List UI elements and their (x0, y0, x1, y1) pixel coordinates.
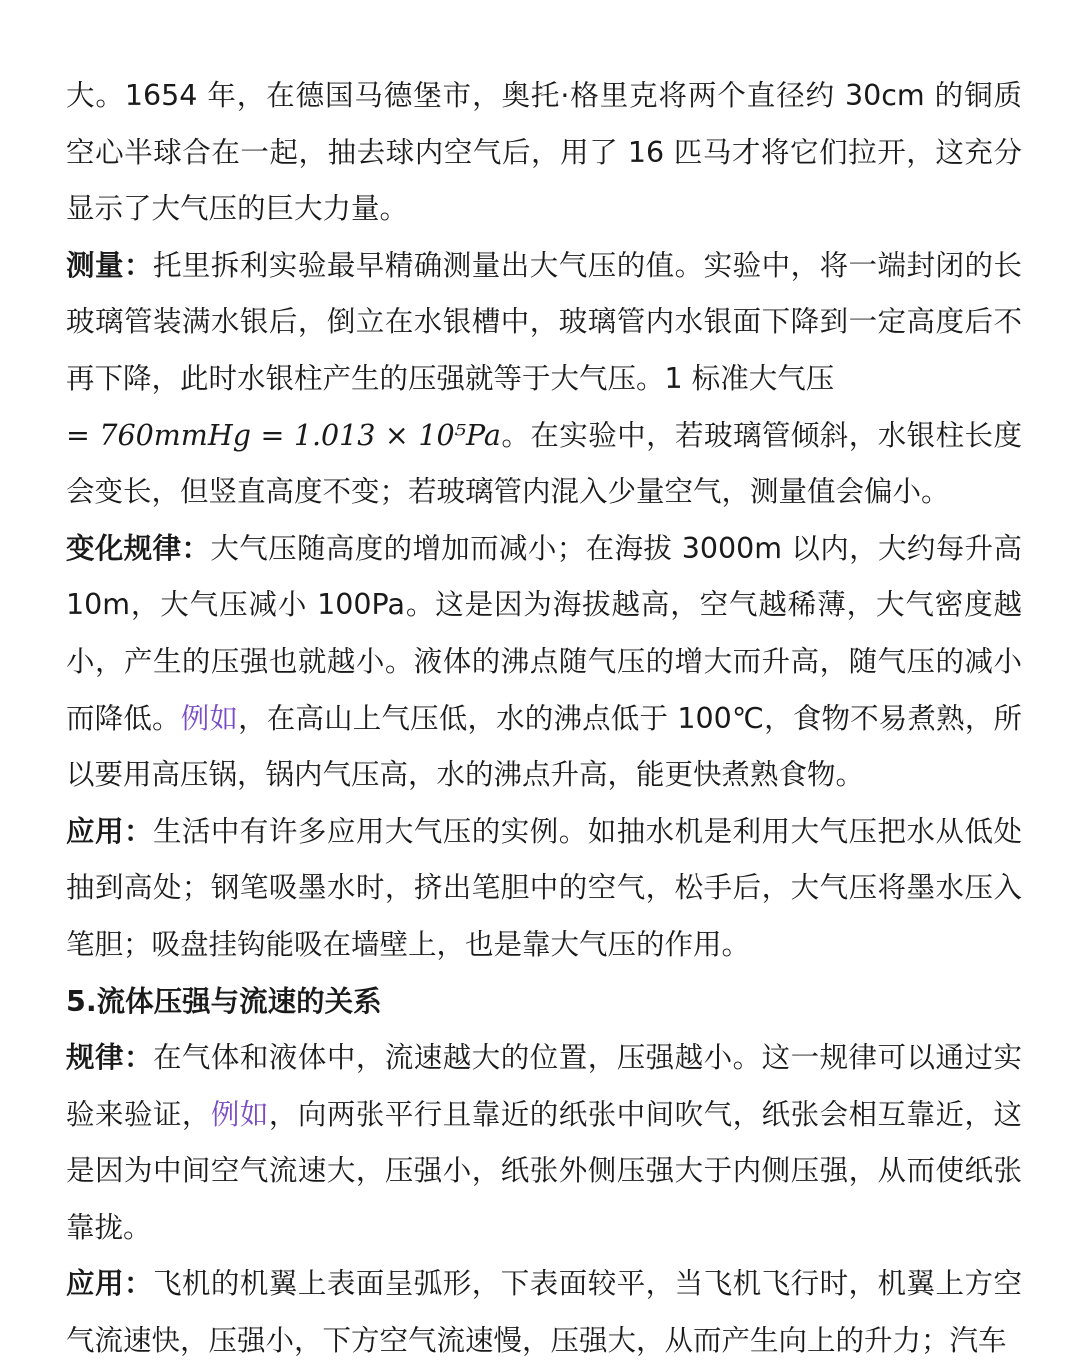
application-label: 应用： (66, 814, 153, 848)
measurement-text-cont: 。在实验中，若玻璃管倾斜，水银柱长度会变长，但竖直高度不变；若玻璃管内混入少量空气，测量值会偏小。 (66, 418, 1022, 509)
paragraph-flow-rule (66, 1030, 1022, 1256)
flow-rule-text-cont: ，向两张平行且靠近的纸张中间吹气，纸张会相互靠近，这是因为中间空气流速大，压强小，纸张外侧压强大于内侧压强，从而使纸张靠拢。 (66, 1097, 1022, 1244)
pressure-formula: = 760mmHg = 1.013 × 10⁵Pa (66, 418, 501, 452)
example-highlight: 例如 (210, 1097, 269, 1131)
measurement-label: 测量： (66, 248, 153, 282)
flow-rule-label: 规律： (66, 1041, 153, 1075)
paragraph-application-flow (66, 1256, 1022, 1369)
paragraph-application-pressure (66, 804, 1022, 974)
paragraph-change-rule (66, 521, 1022, 804)
section-heading: 5.流体压强与流速的关系 (66, 984, 382, 1018)
application-text: 飞机的机翼上表面呈弧形，下表面较平，当飞机飞行时，机翼上方空气流速快，压强小，下方空气流速慢，压强大，从而产生向上的升力；汽车 (66, 1267, 1022, 1358)
paragraph-measurement (66, 238, 1022, 521)
flow-rule-text: 在气体和液体中，流速越大的位置，压强越小。这一规律可以通过实验来验证， (66, 1041, 1022, 1131)
example-highlight: 例如 (180, 701, 239, 735)
paragraph-text: 大。1654 年，在德国马德堡市，奥托·格里克将两个直径约 30cm 的铜质空心半球合在一起，抽去球内空气后，用了 16 匹马才将它们拉开，这充分显示了大气压的巨大力量。 (66, 79, 1022, 226)
application-text: 生活中有许多应用大气压的实例。如抽水机是利用大气压把水从低处抽到高处；钢笔吸墨水时，挤出笔胆中的空气，松手后，大气压将墨水压入笔胆；吸盘挂钩能吸在墙壁上，也是靠大气压的作用。 (66, 814, 1022, 961)
change-rule-label: 变化规律： (66, 531, 211, 565)
change-rule-text: 大气压随高度的增加而减小；在海拔 3000m 以内，大约每升高 10m，大气压减小 100Pa。这是因为海拔越高，空气越稀薄，大气密度越小，产生的压强也就越小。液体的沸点随气压的增大而升高，随气压的减小而降低。 (66, 531, 1022, 735)
paragraph-magdeburg (66, 68, 1022, 238)
change-rule-text-cont: ，在高山上气压低，水的沸点低于 100℃，食物不易煮熟，所以要用高压锅，锅内气压高，水的沸点升高，能更快煮熟食物。 (66, 701, 1022, 792)
application-label: 应用： (66, 1267, 153, 1301)
document-page (66, 68, 1022, 1370)
measurement-text: 托里拆利实验最早精确测量出大气压的值。实验中，将一端封闭的长玻璃管装满水银后，倒立在水银槽中，玻璃管内水银面下降到一定高度后不再下降，此时水银柱产生的压强就等于大气压。1 标准大气压 (66, 248, 1022, 395)
